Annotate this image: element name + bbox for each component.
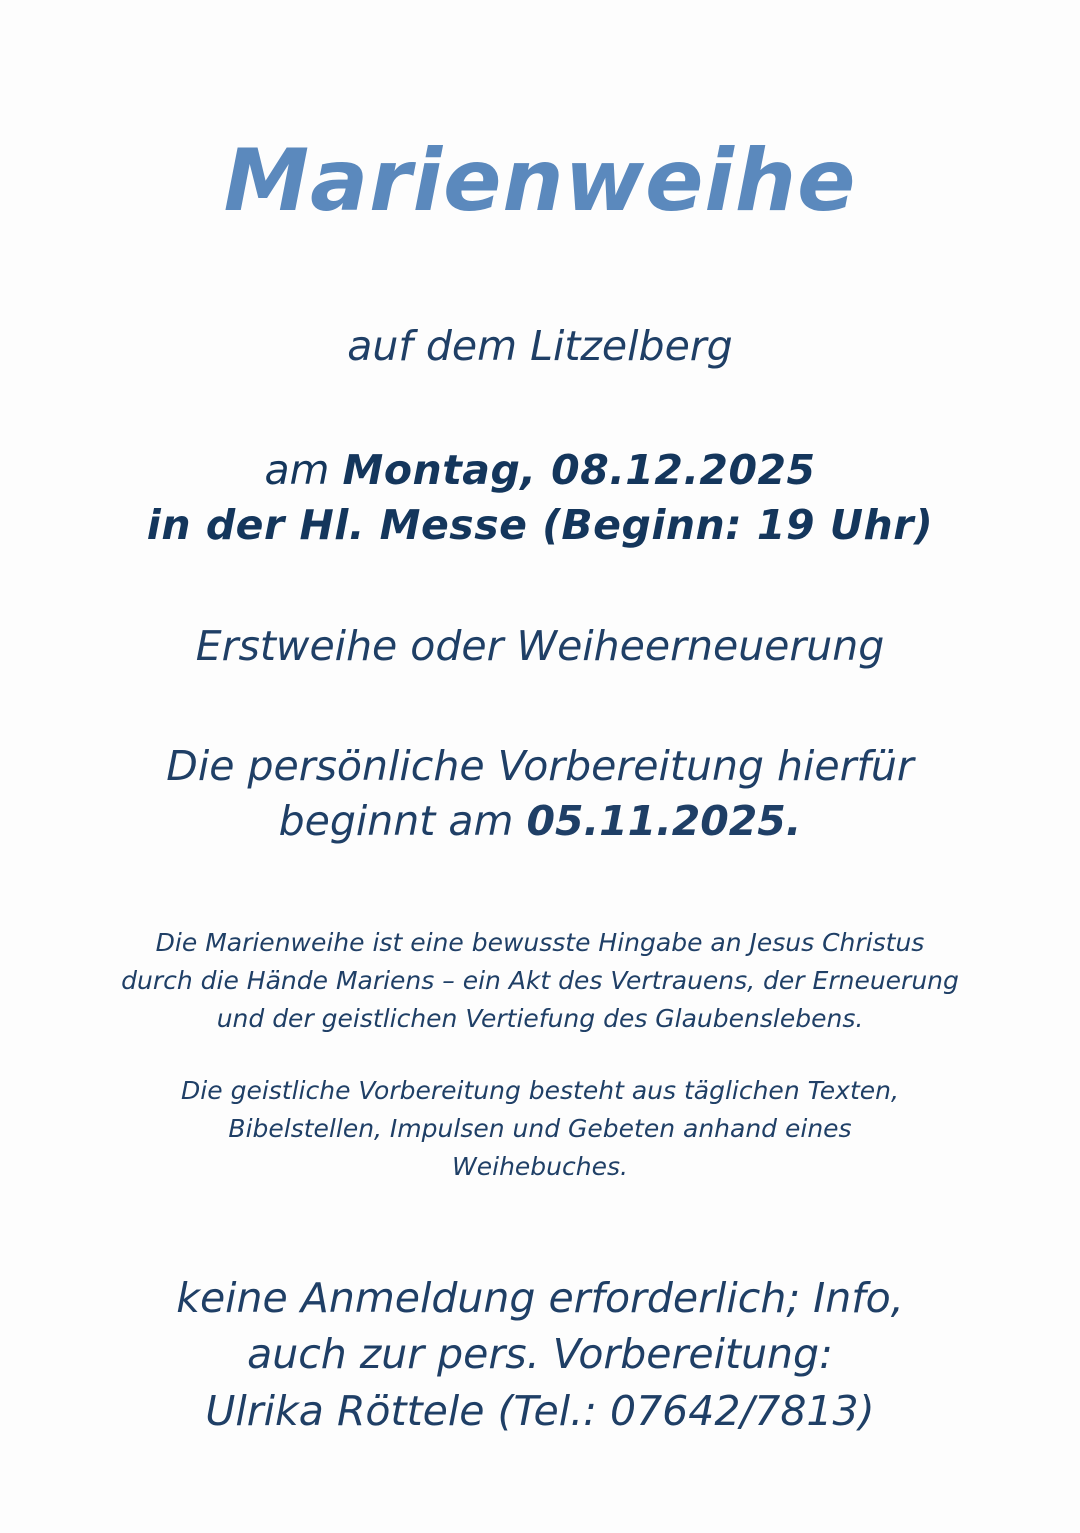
section-heading: Erstweihe oder Weiheerneuerung <box>195 621 885 670</box>
contact-line-3: Ulrika Röttele (Tel.: 07642/7813) <box>205 1386 875 1435</box>
preparation-line-2 <box>60 794 1020 849</box>
event-date-line-1 <box>60 443 1020 497</box>
preparation-line-1: Die persönliche Vorbereitung hierfür <box>166 742 914 790</box>
flyer-content <box>60 0 1020 1439</box>
preparation-prefix: beginnt am <box>278 797 527 846</box>
event-date-prefix: am <box>264 446 343 495</box>
event-date-value: Montag, 08.12.2025 <box>342 446 816 495</box>
preparation-block <box>60 673 1020 850</box>
contact-line-1: keine Anmeldung erforderlich; Info, <box>176 1273 904 1322</box>
preparation-date-value: 05.11.2025. <box>526 797 802 846</box>
description-paragraph-1: Die Marienweihe ist eine bewusste Hingabe an Jesus Christus durch die Hände Mariens – ein Akt des Vertrauens, der Erneuerung und der geistlichen Vertiefung des Glaubenslebens. <box>121 927 959 1033</box>
flyer-subtitle: auf dem Litzelberg <box>347 322 733 371</box>
contact-line-2: auch zur pers. Vorbereitung: <box>247 1330 833 1379</box>
event-time-value: in der Hl. Messe (Beginn: 19 Uhr) <box>146 500 934 549</box>
contact-block <box>60 1186 1020 1440</box>
description-paragraph-2: Die geistliche Vorbereitung besteht aus täglichen Texten, Bibelstellen, Impulsen und Gebeten anhand eines Weihebuches. <box>181 1075 899 1181</box>
event-date-block <box>60 371 1020 551</box>
page-title: Marienweihe <box>223 131 857 231</box>
event-date-line-2 <box>60 498 1020 552</box>
